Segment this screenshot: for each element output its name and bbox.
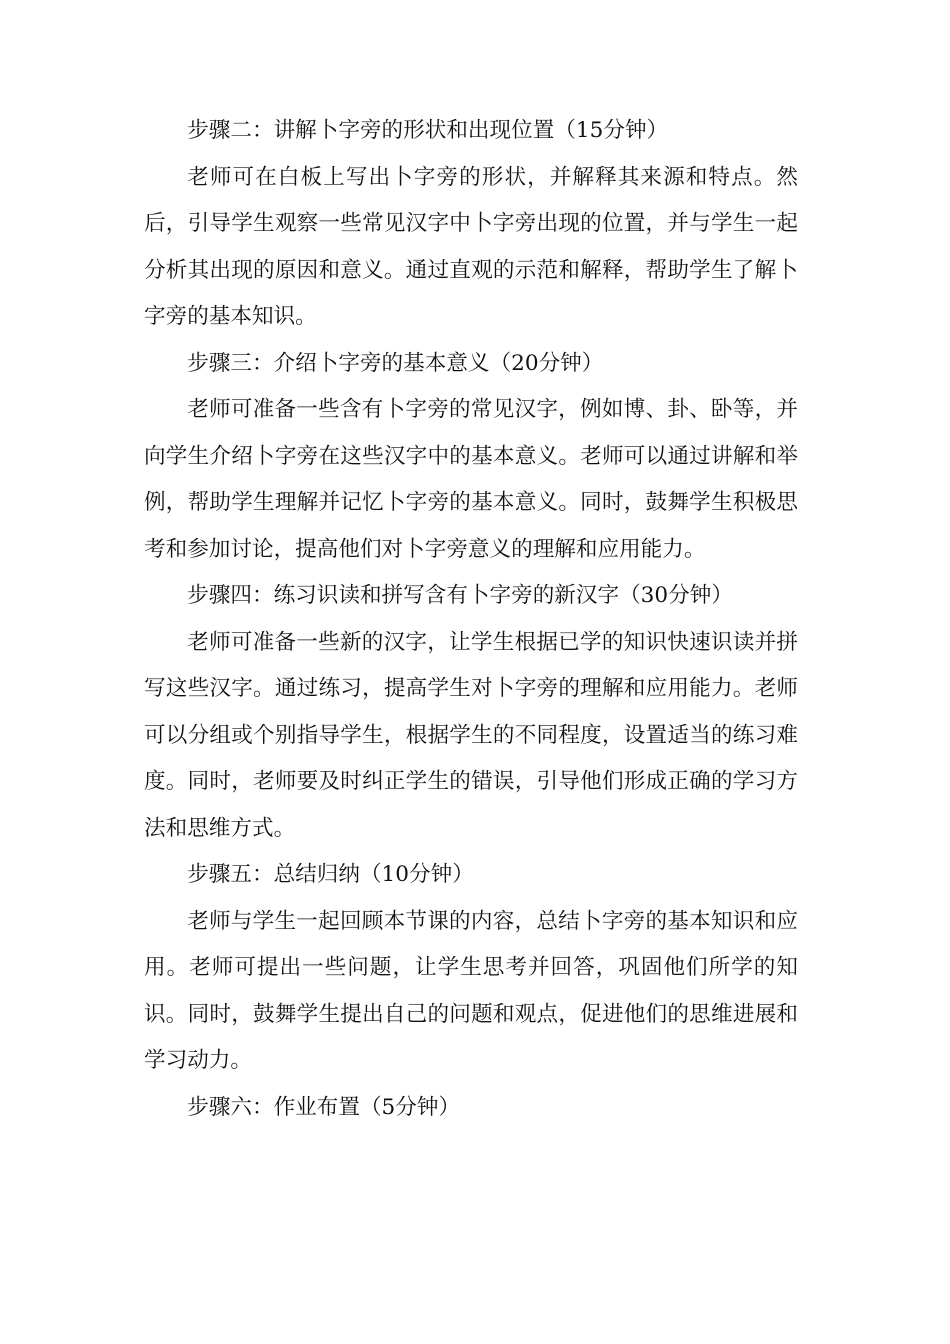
step-four-paragraph: 老师可准备一些新的汉字，让学生根据已学的知识快速识读并拼写这些汉字。通过练习，提高学生对卜字旁的理解和应用能力。老师可以分组或个别指导学生，根据学生的不同程度，设置适当的练习难度。同时，老师要及时纠正学生的错误，引导他们形成正确的学习方法和思维方式。: [144, 629, 798, 841]
step-six-heading: 步骤六：作业布置（5分钟）: [187, 1094, 461, 1120]
step-five-paragraph: 老师与学生一起回顾本节课的内容，总结卜字旁的基本知识和应用。老师可提出一些问题，让学生思考并回答，巩固他们所学的知识。同时，鼓舞学生提出自己的问题和观点，促进他们的思维进展和学习动力。: [144, 908, 798, 1073]
step-three-paragraph: 老师可准备一些含有卜字旁的常见汉字，例如博、卦、卧等，并向学生介绍卜字旁在这些汉字中的基本意义。老师可以通过讲解和举例，帮助学生理解并记忆卜字旁的基本意义。同时，鼓舞学生积极思考和参加讨论，提高他们对卜字旁意义的理解和应用能力。: [144, 397, 798, 562]
step-three-heading: 步骤三：介绍卜字旁的基本意义（20分钟）: [187, 350, 604, 376]
step-four-heading: 步骤四：练习识读和拼写含有卜字旁的新汉字（30分钟）: [187, 583, 733, 608]
step-two-paragraph: 老师可在白板上写出卜字旁的形状，并解释其来源和特点。然后，引导学生观察一些常见汉字中卜字旁出现的位置，并与学生一起分析其出现的原因和意义。通过直观的示范和解释，帮助学生了解卜字旁的基本知识。: [144, 164, 798, 329]
step-two-heading: 步骤二：讲解卜字旁的形状和出现位置（15分钟）: [187, 118, 669, 143]
step-five-heading: 步骤五：总结归纳（10分钟）: [187, 862, 474, 887]
document-body: [144, 108, 798, 1131]
